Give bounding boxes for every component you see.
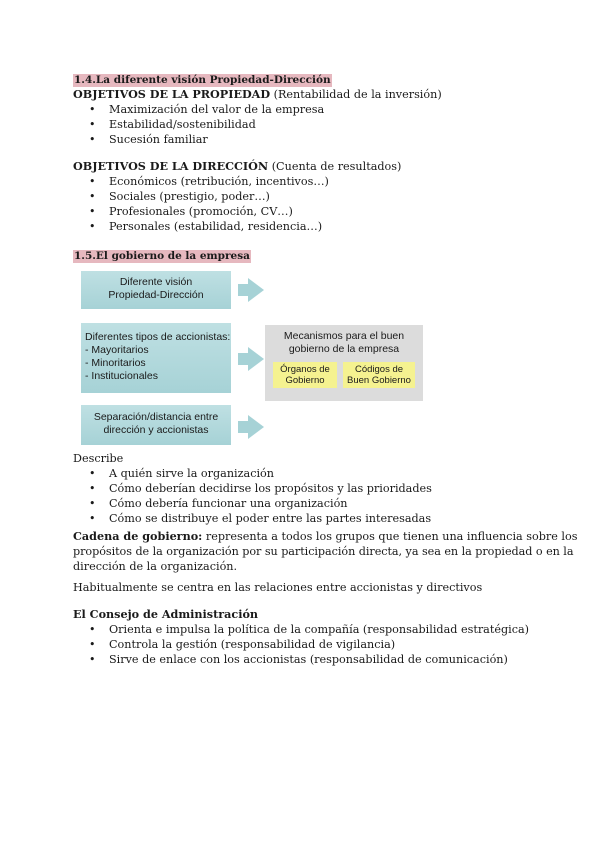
cadena-paragraph: Cadena de gobierno: representa a todos los grupos que tienen una influencia sobre los propósitos de la organización por su participación directa, ya sea en la propiedad o en la dirección de la organización. bbox=[73, 529, 578, 573]
property-objectives-heading bbox=[73, 87, 533, 102]
list-item: • Profesionales (promoción, CV…) bbox=[109, 204, 533, 219]
cadena-term: Cadena de gobierno: bbox=[73, 529, 203, 543]
describe-list bbox=[73, 466, 533, 526]
list-item: • Orienta e impulsa la política de la compañía (responsabilidad estratégica) bbox=[109, 622, 533, 637]
habitual-text: Habitualmente se centra en las relaciones entre accionistas y directivos bbox=[73, 581, 483, 594]
arrow-icon bbox=[248, 415, 264, 439]
consejo-heading: El Consejo de Administración bbox=[73, 607, 259, 621]
diagram-box-shareholders: Diferentes tipos de accionistas: - Mayoritarios - Minoritarios - Institucionales bbox=[81, 323, 231, 393]
document-page bbox=[73, 72, 578, 667]
diagram-box-vision: Diferente visión Propiedad-Dirección bbox=[81, 271, 231, 309]
list-item: • Maximización del valor de la empresa bbox=[109, 102, 533, 117]
direction-heading-note: (Cuenta de resultados) bbox=[271, 160, 402, 173]
list-item: • Personales (estabilidad, residencia…) bbox=[109, 219, 533, 234]
list-item: • Sociales (prestigio, poder…) bbox=[109, 189, 533, 204]
property-objectives-list bbox=[73, 102, 533, 147]
diagram-box-mechanisms: Mecanismos para el buen gobierno de la empresa bbox=[265, 325, 423, 401]
consejo-list bbox=[73, 622, 533, 667]
direction-objectives-list bbox=[73, 174, 533, 234]
list-item: • A quién sirve la organización bbox=[109, 466, 533, 481]
arrow-icon bbox=[248, 347, 264, 371]
list-item: • Cómo deberían decidirse los propósitos y las prioridades bbox=[109, 481, 533, 496]
governance-diagram bbox=[73, 267, 493, 451]
describe-label: Describe bbox=[73, 452, 124, 465]
diagram-box-separation: Separación/distancia entre dirección y accionistas bbox=[81, 405, 231, 445]
property-heading-note: (Rentabilidad de la inversión) bbox=[273, 88, 442, 101]
property-heading-text: OBJETIVOS DE LA PROPIEDAD bbox=[73, 87, 271, 101]
list-item: • Económicos (retribución, incentivos…) bbox=[109, 174, 533, 189]
section-1-4-title: 1.4.La diferente visión Propiedad-Dirección bbox=[74, 74, 331, 86]
list-item: • Estabilidad/sostenibilidad bbox=[109, 117, 533, 132]
diagram-box-organos: Órganos de Gobierno bbox=[273, 362, 337, 388]
section-1-5-title: 1.5.El gobierno de la empresa bbox=[74, 250, 250, 262]
diagram-box-codigos: Códigos de Buen Gobierno bbox=[343, 362, 415, 388]
arrow-icon bbox=[248, 278, 264, 302]
list-item: • Sucesión familiar bbox=[109, 132, 533, 147]
direction-objectives-heading bbox=[73, 159, 533, 174]
list-item: • Sirve de enlace con los accionistas (responsabilidad de comunicación) bbox=[109, 652, 533, 667]
list-item: • Cómo debería funcionar una organización bbox=[109, 496, 533, 511]
list-item: • Cómo se distribuye el poder entre las partes interesadas bbox=[109, 511, 533, 526]
list-item: • Controla la gestión (responsabilidad de vigilancia) bbox=[109, 637, 533, 652]
direction-heading-text: OBJETIVOS DE LA DIRECCIÓN bbox=[73, 159, 269, 173]
